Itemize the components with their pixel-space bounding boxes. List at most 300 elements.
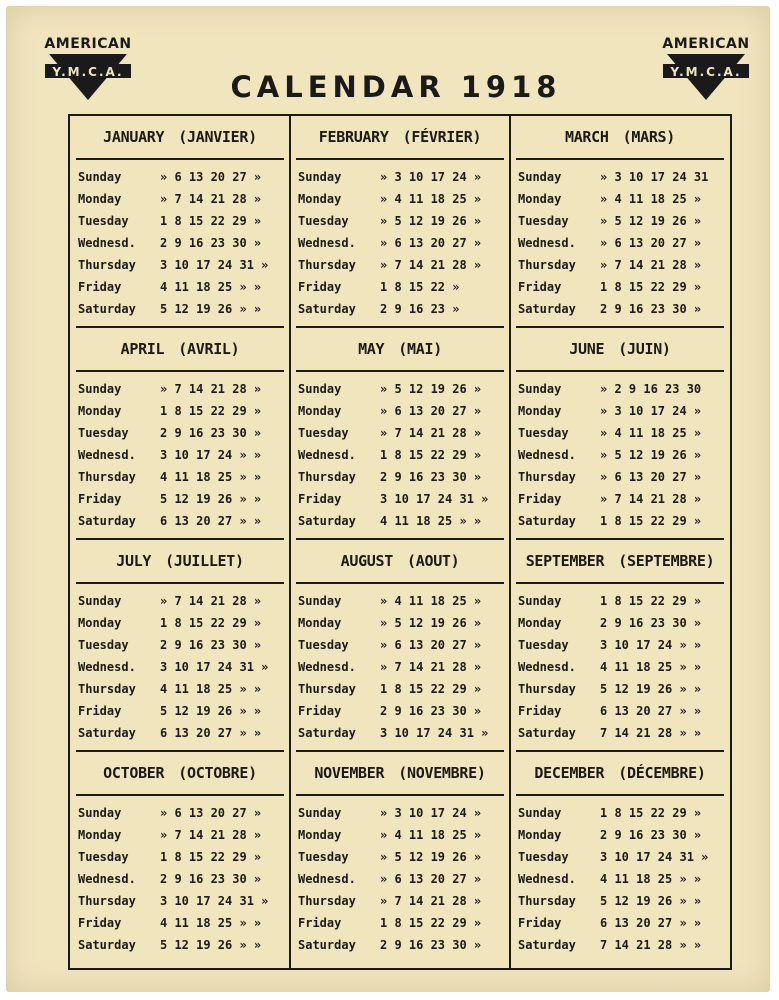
weekday-label: Tuesday [298, 214, 349, 228]
date-numbers: 5 12 19 26 » » [600, 682, 702, 696]
weekday-label: Friday [518, 916, 562, 930]
weekday-label: Friday [78, 916, 122, 930]
weekday-label: Wednesd. [78, 448, 136, 462]
month-name-french: (JUILLET) [165, 552, 244, 570]
date-numbers: 1 8 15 22 29 » [380, 448, 482, 462]
day-row [296, 912, 508, 934]
weekday-label: Sunday [298, 806, 342, 820]
date-numbers: 3 10 17 24 31 » [600, 850, 709, 864]
day-row [76, 590, 288, 612]
weekday-label: Sunday [78, 382, 122, 396]
month-name: SEPTEMBER [525, 552, 605, 570]
date-numbers: 3 10 17 24 31 » [160, 258, 269, 272]
day-row [76, 510, 288, 532]
day-row [296, 378, 508, 400]
date-numbers: » 6 13 20 27 » [160, 806, 262, 820]
month-block-august [292, 540, 508, 753]
weekday-label: Saturday [298, 302, 356, 316]
day-row [516, 298, 728, 320]
weekday-label: Monday [518, 192, 562, 206]
date-numbers: 1 8 15 22 29 » [160, 616, 262, 630]
weekday-label: Wednesd. [298, 236, 356, 250]
day-rows [296, 802, 508, 956]
day-row [516, 934, 728, 956]
weekday-label: Wednesd. [518, 872, 576, 886]
day-row [76, 400, 288, 422]
day-row [76, 890, 288, 912]
date-numbers: 1 8 15 22 29 » [600, 280, 702, 294]
day-row [296, 656, 508, 678]
day-row [516, 824, 728, 846]
weekday-label: Monday [78, 404, 122, 418]
month-header [516, 540, 724, 584]
day-rows [76, 802, 288, 956]
weekday-label: Friday [78, 280, 122, 294]
month-name-french: (MARS) [622, 128, 676, 146]
weekday-label: Wednesd. [78, 872, 136, 886]
weekday-label: Thursday [518, 470, 576, 484]
day-row [516, 188, 728, 210]
month-name-french: (AOUT) [407, 552, 460, 570]
month-header [76, 752, 284, 796]
column-divider [289, 116, 291, 968]
date-numbers: 3 10 17 24 » » [160, 448, 262, 462]
weekday-label: Tuesday [298, 426, 349, 440]
date-numbers: 4 11 18 25 » » [380, 514, 482, 528]
date-numbers: 6 13 20 27 » » [160, 726, 262, 740]
day-row [76, 466, 288, 488]
day-row [516, 868, 728, 890]
month-name-french: (SEPTEMBRE) [618, 552, 715, 570]
date-numbers: 1 8 15 22 29 » [160, 850, 262, 864]
month-block-july [72, 540, 288, 753]
day-row [296, 678, 508, 700]
weekday-label: Monday [518, 616, 562, 630]
month-name-french: (OCTOBRE) [178, 764, 257, 782]
day-row [516, 400, 728, 422]
weekday-label: Saturday [518, 302, 576, 316]
weekday-label: Tuesday [518, 638, 569, 652]
date-numbers: 6 13 20 27 » » [160, 514, 262, 528]
day-row [516, 276, 728, 298]
date-numbers: 4 11 18 25 » » [600, 660, 702, 674]
month-name: NOVEMBER [314, 764, 385, 782]
weekday-label: Saturday [78, 726, 136, 740]
day-row [516, 890, 728, 912]
day-rows [296, 378, 508, 532]
ymca-logo-right [658, 36, 754, 102]
month-header [296, 328, 504, 372]
weekday-label: Thursday [78, 682, 136, 696]
month-header [76, 328, 284, 372]
weekday-label: Thursday [518, 258, 576, 272]
ymca-triangle-icon [43, 52, 133, 102]
day-row [516, 166, 728, 188]
day-row [76, 678, 288, 700]
day-row [76, 802, 288, 824]
date-numbers: 4 11 18 25 » » [160, 682, 262, 696]
weekday-label: Tuesday [78, 638, 129, 652]
day-row [516, 510, 728, 532]
weekday-label: Saturday [298, 726, 356, 740]
date-numbers: » 5 12 19 26 » [380, 850, 482, 864]
month-name: MAY [358, 340, 385, 358]
weekday-label: Sunday [298, 594, 342, 608]
date-numbers: » 7 14 21 28 » [160, 382, 262, 396]
weekday-label: Monday [298, 828, 342, 842]
month-name: AUGUST [340, 552, 393, 570]
day-row [296, 510, 508, 532]
weekday-label: Monday [78, 192, 122, 206]
day-row [296, 634, 508, 656]
weekday-label: Wednesd. [518, 660, 576, 674]
day-row [516, 590, 728, 612]
date-numbers: 3 10 17 24 31 » [380, 726, 489, 740]
weekday-label: Friday [298, 916, 342, 930]
day-row [296, 166, 508, 188]
weekday-label: Saturday [518, 938, 576, 952]
weekday-label: Thursday [298, 258, 356, 272]
date-numbers: 3 10 17 24 31 » [160, 894, 269, 908]
date-numbers: » 7 14 21 28 » [380, 660, 482, 674]
day-row [516, 488, 728, 510]
month-name: FEBRUARY [318, 128, 389, 146]
weekday-label: Monday [298, 192, 342, 206]
date-numbers: » 4 11 18 25 » [380, 828, 482, 842]
day-row [76, 612, 288, 634]
month-header [76, 116, 284, 160]
weekday-label: Sunday [518, 594, 562, 608]
weekday-label: Monday [518, 828, 562, 842]
date-numbers: » 6 13 20 27 » [380, 404, 482, 418]
date-numbers: 6 13 20 27 » » [600, 704, 702, 718]
day-row [296, 254, 508, 276]
date-numbers: 2 9 16 23 30 » [380, 704, 482, 718]
day-row [516, 444, 728, 466]
date-numbers: 2 9 16 23 30 » [380, 470, 482, 484]
day-row [296, 700, 508, 722]
weekday-label: Tuesday [78, 214, 129, 228]
month-block-january [72, 116, 288, 329]
day-row [296, 188, 508, 210]
day-rows [516, 166, 728, 320]
weekday-label: Wednesd. [298, 872, 356, 886]
month-block-may [292, 328, 508, 541]
date-numbers: 1 8 15 22 » [380, 280, 460, 294]
day-row [516, 378, 728, 400]
day-row [76, 700, 288, 722]
date-numbers: » 7 14 21 28 » [380, 426, 482, 440]
day-row [76, 298, 288, 320]
date-numbers: » 6 13 20 27 » [380, 638, 482, 652]
month-header [296, 540, 504, 584]
date-numbers: » 7 14 21 28 » [380, 894, 482, 908]
day-row [296, 210, 508, 232]
day-row [296, 722, 508, 744]
date-numbers: 3 10 17 24 » » [600, 638, 702, 652]
day-row [296, 422, 508, 444]
weekday-label: Wednesd. [78, 660, 136, 674]
weekday-label: Friday [518, 280, 562, 294]
day-row [76, 210, 288, 232]
month-header [516, 328, 724, 372]
weekday-label: Tuesday [518, 214, 569, 228]
weekday-label: Saturday [518, 514, 576, 528]
weekday-label: Monday [298, 616, 342, 630]
calendar-grid [68, 114, 732, 970]
day-row [516, 232, 728, 254]
date-numbers: » 5 12 19 26 » [600, 214, 702, 228]
day-row [76, 846, 288, 868]
logo-word: AMERICAN [662, 36, 750, 52]
day-row [76, 934, 288, 956]
weekday-label: Saturday [78, 938, 136, 952]
day-row [516, 912, 728, 934]
day-rows [296, 590, 508, 744]
date-numbers: » 3 10 17 24 » [600, 404, 702, 418]
date-numbers: » 5 12 19 26 » [380, 214, 482, 228]
day-row [516, 210, 728, 232]
day-row [296, 802, 508, 824]
day-row [76, 824, 288, 846]
month-header [296, 116, 504, 160]
date-numbers: 2 9 16 23 30 » [160, 872, 262, 886]
weekday-label: Thursday [518, 682, 576, 696]
month-name-french: (MAI) [398, 340, 442, 358]
date-numbers: 6 13 20 27 » » [600, 916, 702, 930]
day-row [76, 722, 288, 744]
day-rows [516, 590, 728, 744]
month-name-french: (AVRIL) [178, 340, 240, 358]
date-numbers: » 6 13 20 27 » [380, 236, 482, 250]
month-block-june [512, 328, 728, 541]
day-row [516, 846, 728, 868]
day-row [76, 656, 288, 678]
month-block-april [72, 328, 288, 541]
month-block-march [512, 116, 728, 329]
weekday-label: Tuesday [518, 850, 569, 864]
date-numbers: 2 9 16 23 » [380, 302, 460, 316]
month-name-french: (FÉVRIER) [402, 128, 482, 146]
date-numbers: 7 14 21 28 » » [600, 726, 702, 740]
ymca-triangle-icon [661, 52, 751, 102]
month-header [516, 752, 724, 796]
date-numbers: 5 12 19 26 » » [160, 492, 262, 506]
day-row [516, 422, 728, 444]
weekday-label: Tuesday [518, 426, 569, 440]
month-block-december [512, 752, 728, 965]
day-row [76, 232, 288, 254]
weekday-label: Monday [78, 828, 122, 842]
date-numbers: 1 8 15 22 29 » [380, 682, 482, 696]
ymca-logo-left [40, 36, 136, 102]
weekday-label: Sunday [298, 170, 342, 184]
date-numbers: 4 11 18 25 » » [160, 916, 262, 930]
day-rows [516, 378, 728, 532]
date-numbers: 4 11 18 25 » » [160, 280, 262, 294]
date-numbers: 3 10 17 24 31 » [160, 660, 269, 674]
weekday-label: Sunday [78, 170, 122, 184]
month-name: JUNE [569, 340, 605, 358]
date-numbers: 2 9 16 23 30 » [160, 426, 262, 440]
weekday-label: Sunday [78, 594, 122, 608]
logo-letters: Y.M.C.A. [52, 65, 124, 79]
date-numbers: 2 9 16 23 30 » [600, 616, 702, 630]
day-row [516, 678, 728, 700]
weekday-label: Friday [78, 704, 122, 718]
date-numbers: » 6 13 20 27 » [600, 236, 702, 250]
date-numbers: » 5 12 19 26 » [600, 448, 702, 462]
logo-word: AMERICAN [44, 36, 132, 52]
date-numbers: » 7 14 21 28 » [600, 258, 702, 272]
weekday-label: Thursday [518, 894, 576, 908]
day-row [76, 276, 288, 298]
weekday-label: Friday [298, 280, 342, 294]
column-divider [509, 116, 511, 968]
month-name: JANUARY [103, 128, 165, 146]
day-row [296, 824, 508, 846]
day-row [296, 890, 508, 912]
weekday-label: Sunday [298, 382, 342, 396]
date-numbers: » 6 13 20 27 » [380, 872, 482, 886]
weekday-label: Thursday [298, 470, 356, 484]
weekday-label: Wednesd. [298, 448, 356, 462]
month-name: JULY [116, 552, 152, 570]
month-header [296, 752, 504, 796]
month-block-september [512, 540, 728, 753]
weekday-label: Saturday [78, 514, 136, 528]
weekday-label: Wednesd. [518, 448, 576, 462]
month-block-october [72, 752, 288, 965]
date-numbers: 4 11 18 25 » » [160, 470, 262, 484]
day-row [516, 254, 728, 276]
day-row [296, 934, 508, 956]
day-row [76, 166, 288, 188]
day-row [296, 466, 508, 488]
month-block-february [292, 116, 508, 329]
day-row [516, 634, 728, 656]
day-rows [516, 802, 728, 956]
day-row [296, 590, 508, 612]
date-numbers: » 7 14 21 28 » [160, 828, 262, 842]
month-name: DECEMBER [534, 764, 605, 782]
date-numbers: 2 9 16 23 30 » [600, 302, 702, 316]
weekday-label: Monday [298, 404, 342, 418]
day-row [76, 912, 288, 934]
date-numbers: 5 12 19 26 » » [160, 302, 262, 316]
date-numbers: 7 14 21 28 » » [600, 938, 702, 952]
day-row [296, 276, 508, 298]
day-row [76, 634, 288, 656]
day-rows [296, 166, 508, 320]
day-row [76, 444, 288, 466]
date-numbers: 1 8 15 22 29 » [380, 916, 482, 930]
month-name-french: (JANVIER) [178, 128, 257, 146]
day-row [76, 378, 288, 400]
day-row [296, 846, 508, 868]
date-numbers: 1 8 15 22 29 » [600, 806, 702, 820]
day-rows [76, 590, 288, 744]
weekday-label: Friday [298, 492, 342, 506]
date-numbers: » 4 11 18 25 » [380, 594, 482, 608]
weekday-label: Wednesd. [298, 660, 356, 674]
date-numbers: » 4 11 18 25 » [380, 192, 482, 206]
weekday-label: Sunday [518, 806, 562, 820]
date-numbers: » 7 14 21 28 » [600, 492, 702, 506]
day-row [296, 232, 508, 254]
date-numbers: 1 8 15 22 29 » [160, 214, 262, 228]
date-numbers: 2 9 16 23 30 » [600, 828, 702, 842]
day-rows [76, 378, 288, 532]
month-name-french: (JUIN) [618, 340, 671, 358]
date-numbers: » 2 9 16 23 30 [600, 382, 702, 396]
month-name: MARCH [564, 128, 609, 146]
date-numbers: 5 12 19 26 » » [160, 938, 262, 952]
weekday-label: Thursday [298, 894, 356, 908]
date-numbers: 1 8 15 22 29 » [600, 514, 702, 528]
weekday-label: Sunday [78, 806, 122, 820]
weekday-label: Wednesd. [78, 236, 136, 250]
date-numbers: » 5 12 19 26 » [380, 616, 482, 630]
day-rows [76, 166, 288, 320]
date-numbers: 5 12 19 26 » » [160, 704, 262, 718]
logo-letters: Y.M.C.A. [670, 65, 742, 79]
day-row [76, 422, 288, 444]
weekday-label: Wednesd. [518, 236, 576, 250]
date-numbers: » 7 14 21 28 » [160, 594, 262, 608]
date-numbers: » 6 13 20 27 » [600, 470, 702, 484]
day-row [516, 700, 728, 722]
weekday-label: Thursday [298, 682, 356, 696]
day-row [516, 656, 728, 678]
day-row [296, 298, 508, 320]
date-numbers: » 4 11 18 25 » [600, 426, 702, 440]
weekday-label: Tuesday [78, 850, 129, 864]
calendar-title: CALENDAR 1918 [230, 70, 562, 104]
month-header [76, 540, 284, 584]
weekday-label: Friday [298, 704, 342, 718]
date-numbers: » 5 12 19 26 » [380, 382, 482, 396]
date-numbers: » 7 14 21 28 » [380, 258, 482, 272]
weekday-label: Saturday [298, 514, 356, 528]
day-row [516, 466, 728, 488]
weekday-label: Sunday [518, 170, 562, 184]
month-name: OCTOBER [103, 764, 165, 782]
day-row [516, 802, 728, 824]
month-name-french: (NOVEMBRE) [398, 764, 486, 782]
weekday-label: Tuesday [298, 850, 349, 864]
date-numbers: » 7 14 21 28 » [160, 192, 262, 206]
date-numbers: 4 11 18 25 » » [600, 872, 702, 886]
day-row [76, 488, 288, 510]
day-row [76, 188, 288, 210]
weekday-label: Friday [78, 492, 122, 506]
day-row [296, 400, 508, 422]
day-row [76, 868, 288, 890]
month-name: APRIL [120, 340, 165, 358]
date-numbers: 1 8 15 22 29 » [160, 404, 262, 418]
day-row [296, 444, 508, 466]
date-numbers: » 3 10 17 24 » [380, 170, 482, 184]
date-numbers: 2 9 16 23 30 » [160, 236, 262, 250]
calendar-card [6, 6, 770, 992]
weekday-label: Sunday [518, 382, 562, 396]
month-name-french: (DÉCEMBRE) [618, 764, 706, 782]
weekday-label: Saturday [78, 302, 136, 316]
day-row [296, 868, 508, 890]
month-block-november [292, 752, 508, 965]
weekday-label: Thursday [78, 894, 136, 908]
